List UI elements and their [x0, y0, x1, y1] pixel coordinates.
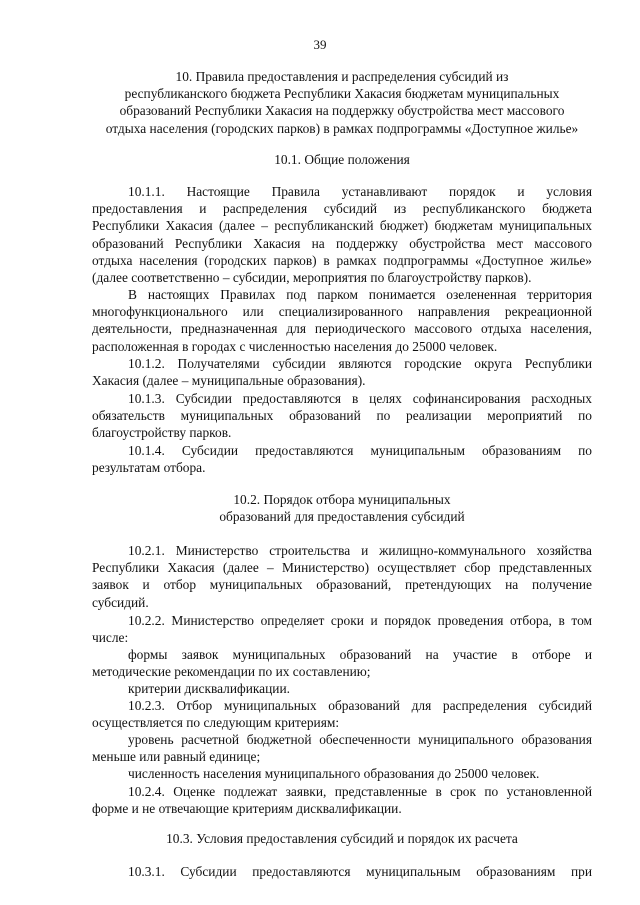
- text-line: 10.1.1. Настоящие Правила устанавливают порядок и условия: [128, 184, 592, 199]
- subsection-10-2-title: [92, 491, 592, 525]
- text-line: 10.2.2. Министерство определяет сроки и порядок проведения отбора, в том: [128, 613, 592, 628]
- subsection-10-3-title: 10.3. Условия предоставления субсидий и порядок их расчета: [166, 831, 518, 846]
- subsection-10-1-title: 10.1. Общие положения: [274, 152, 410, 167]
- text-line: формы заявок муниципальных образований на участие в отборе и: [128, 647, 592, 662]
- text-line: (далее соответственно – субсидии, мероприятия по благоустройству парков).: [92, 270, 532, 286]
- text-line: результатам отбора.: [92, 460, 206, 476]
- text-line: благоустройству парков.: [92, 425, 232, 441]
- text-line: отдыха населения (городских парков) в рамках подпрограммы «Доступное жилье»: [92, 252, 592, 268]
- text-line: Республики Хакасия (далее – республиканский бюджет) бюджетам муниципальных: [92, 218, 592, 234]
- page-number: 39: [313, 37, 327, 52]
- text-line: критерии дисквалификации.: [128, 681, 290, 696]
- text-line: 10.1.2. Получателями субсидии являются городские округа Республики: [128, 356, 592, 371]
- paragraph-10-3-1: [92, 863, 592, 880]
- paragraph-10-2-2: [92, 612, 592, 646]
- text-line: осуществляется по следующим критериям:: [92, 715, 340, 731]
- text-line: 10.2.1. Министерство строительства и жилищно-коммунального хозяйства: [128, 543, 592, 558]
- text-line: численность населения муниципального образования до 25000 человек.: [128, 766, 540, 781]
- paragraph-10-2-3: [92, 697, 592, 731]
- text-line: 10.1.4. Субсидии предоставляются муниципальным образованиям по: [128, 443, 592, 458]
- text-line: субсидий.: [92, 594, 149, 610]
- paragraph-10-1-3: [92, 390, 592, 442]
- text-line: 10.1.3. Субсидии предоставляются в целях софинансирования расходных: [128, 391, 592, 406]
- text-line: деятельности, предназначенная для периодического массового отдыха населения,: [92, 321, 592, 337]
- title-line: отдыха населения (городских парков) в рамках подпрограммы «Доступное жилье»: [105, 120, 579, 136]
- text-line: 10.3.1. Субсидии предоставляются муниципальным образованиям при: [128, 864, 592, 879]
- text-line: многофункционального или специализированного направления рекреационной: [92, 304, 592, 320]
- title-line: 10. Правила предоставления и распределения субсидий из: [175, 69, 509, 84]
- section-10-title: [92, 68, 592, 137]
- text-line: Республики Хакасия (далее – Министерство) осуществляет сбор представленных: [92, 560, 592, 576]
- title-line: образований Республики Хакасия на поддержку обустройства мест массового: [119, 103, 565, 119]
- paragraph-10-1-2: [92, 355, 592, 389]
- text-line: 10.2.3. Отбор муниципальных образований для распределения субсидий: [128, 698, 592, 713]
- text-line: Хакасия (далее – муниципальные образования).: [92, 373, 366, 389]
- text-line: обязательств муниципальных образований по реализации мероприятий по: [92, 408, 592, 424]
- text-line: методические рекомендации по их составлению;: [92, 664, 371, 680]
- title-line: образований для предоставления субсидий: [219, 509, 465, 525]
- text-line: заявок и отбор муниципальных образований, претендующих на получение: [92, 577, 592, 593]
- text-line: числе:: [92, 630, 129, 646]
- paragraph-10-2-1: [92, 542, 592, 611]
- text-line: расположенная в городах с численностью населения до 25000 человек.: [92, 338, 498, 354]
- text-line: форме и не отвечающие критериям дисквалификации.: [92, 801, 402, 817]
- paragraph-application-forms: [92, 646, 592, 680]
- paragraph-budget-criterion: [92, 731, 592, 765]
- text-line: 10.2.4. Оценке подлежат заявки, представленные в срок по установленной: [128, 784, 592, 799]
- paragraph-park-definition: [92, 286, 592, 355]
- title-line: 10.2. Порядок отбора муниципальных: [233, 492, 451, 507]
- paragraph-disqualification-criteria: [92, 680, 592, 697]
- paragraph-10-1-1: [92, 183, 592, 286]
- title-line: республиканского бюджета Республики Хакасия бюджетам муниципальных: [124, 86, 560, 102]
- text-line: В настоящих Правилах под парком понимается озелененная территория: [128, 287, 592, 302]
- paragraph-10-2-4: [92, 783, 592, 817]
- text-line: предоставления и распределения субсидий из республиканского бюджета: [92, 201, 592, 217]
- text-line: уровень расчетной бюджетной обеспеченности муниципального образования: [128, 732, 592, 747]
- text-line: образований Республики Хакасия на поддержку обустройства мест массового: [92, 235, 592, 251]
- text-line: меньше или равный единице;: [92, 749, 261, 765]
- paragraph-10-1-4: [92, 442, 592, 476]
- paragraph-population-criterion: [92, 765, 592, 782]
